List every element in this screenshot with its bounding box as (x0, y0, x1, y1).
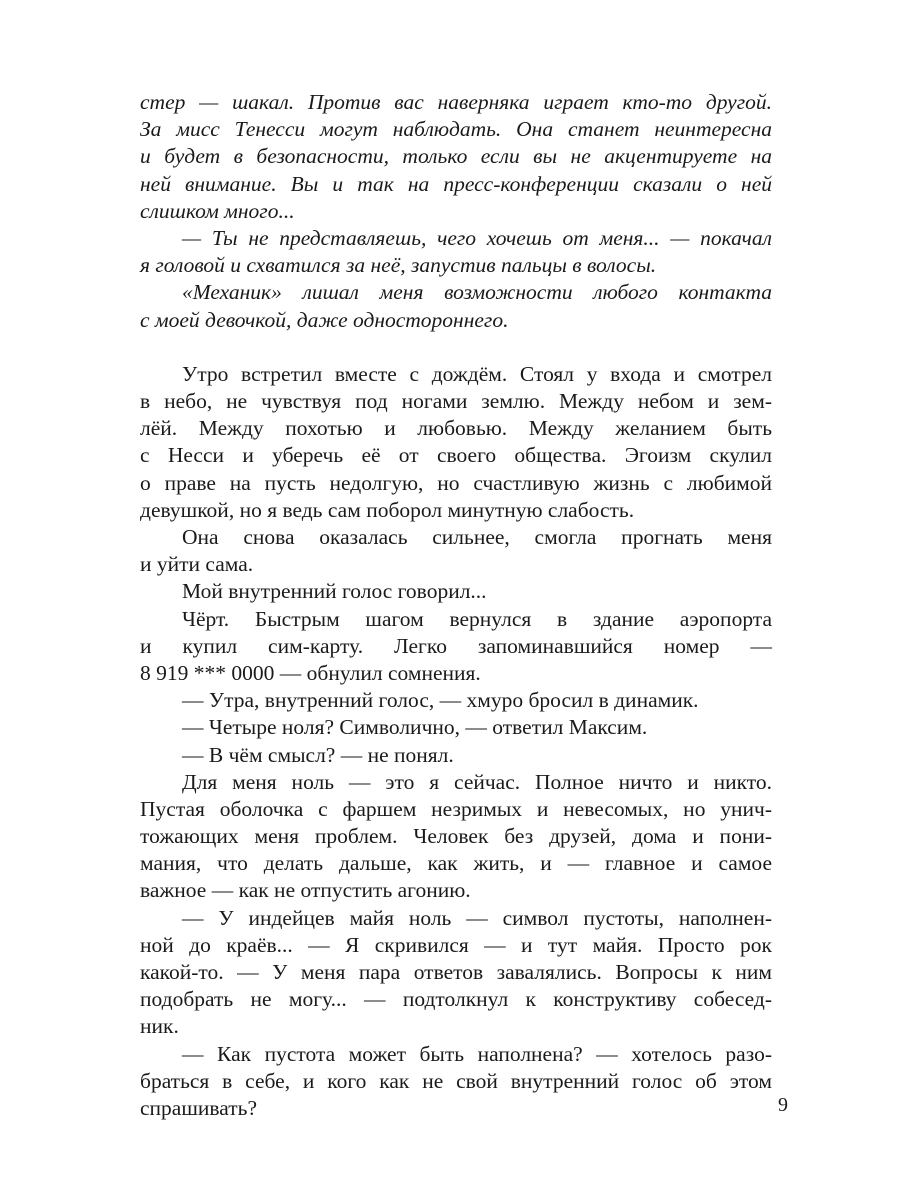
paragraph (140, 578, 772, 605)
paragraph (140, 606, 772, 688)
text-line: ной до краёв... — Я скривился — и тут майя. Просто рок (140, 932, 772, 957)
text-line: стер — шакал. Против вас наверняка играет кто-то другой. (140, 90, 772, 114)
text-line: Пустая оболочка с фаршем незримых и невесомых, но унич- (140, 796, 772, 821)
text-line: с Несси и уберечь её от своего общества. Эгоизм скулил (140, 443, 772, 468)
paragraph (140, 225, 772, 279)
text-line: в небо, не чувствуя под ногами землю. Между небом и зем- (140, 389, 772, 414)
text-line: — Утра, внутренний голос, — хмуро бросил в динамик. (182, 688, 699, 713)
paragraph (140, 279, 772, 333)
text-line: слишком много... (140, 198, 295, 223)
page-number: 9 (778, 1094, 788, 1116)
text-line: 8 919 *** 0000 — обнулил сомнения. (140, 660, 481, 685)
paragraph (140, 742, 772, 769)
paragraph (140, 1041, 772, 1123)
text-line: подобрать не могу... — подтолкнул к конструктиву собесед- (140, 987, 772, 1012)
text-line: — У индейцев майя ноль — символ пустоты, наполнен- (182, 905, 772, 930)
text-line: я головой и схватился за неё, запустив пальцы в волосы. (140, 253, 657, 278)
paragraph (140, 524, 772, 578)
text-line: Мой внутренний голос говорил... (182, 579, 487, 604)
paragraph (140, 905, 772, 1041)
text-line: ней внимание. Вы и так на пресс-конференции сказали о ней (140, 171, 772, 196)
text-line: За мисс Тенесси могут наблюдать. Она станет неинтересна (140, 117, 772, 142)
paragraph (140, 769, 772, 905)
paragraph (140, 89, 772, 225)
text-line: Для меня ноль — это я сейчас. Полное ничто и никто. (182, 769, 772, 794)
paragraph (140, 687, 772, 714)
text-line: — Ты не представляешь, чего хочешь от меня... — покачал (182, 225, 772, 250)
text-line: тожающих меня проблем. Человек без друзей, дома и пони- (140, 824, 772, 849)
text-line: о праве на пусть недолгую, но счастливую жизнь с любимой (140, 470, 772, 495)
text-line: — Как пустота может быть наполнена? — хотелось разо- (182, 1041, 772, 1066)
paragraph (140, 714, 772, 741)
text-line: и будет в безопасности, только если вы не акцентируете на (140, 144, 772, 169)
body-text (140, 89, 772, 1122)
text-line: — Четыре ноля? Символично, — ответил Максим. (182, 715, 648, 740)
text-line: Чёрт. Быстрым шагом вернулся в здание аэропорта (182, 606, 772, 631)
text-line: и уйти сама. (140, 552, 254, 577)
text-line: какой-то. — У меня пара ответов завалялись. Вопросы к ним (140, 960, 772, 984)
text-line: Утро встретил вместе с дождём. Стоял у входа и смотрел (182, 361, 772, 386)
paragraph (140, 361, 772, 524)
text-line: ник. (140, 1014, 179, 1039)
text-line: спрашивать? (140, 1095, 258, 1120)
text-line: девушкой, но я ведь сам поборол минутную слабость. (140, 497, 635, 522)
section-break (140, 334, 772, 361)
text-line: «Механик» лишал меня возможности любого контакта (182, 280, 772, 305)
text-line: и купил сим-карту. Легко запоминавшийся номер — (140, 633, 772, 658)
text-line: браться в себе, и кого как не свой внутренний голос об этом (140, 1068, 772, 1093)
text-line: лёй. Между похотью и любовью. Между желанием быть (140, 416, 772, 441)
text-line: мания, что делать дальше, как жить, и — главное и самое (140, 851, 772, 876)
text-line: с моей девочкой, даже одностороннего. (140, 307, 509, 332)
text-line: — В чём смысл? — не понял. (182, 742, 454, 767)
text-line: Она снова оказалась сильнее, смогла прогнать меня (182, 525, 772, 549)
text-line: важное — как не отпустить агонию. (140, 878, 471, 903)
